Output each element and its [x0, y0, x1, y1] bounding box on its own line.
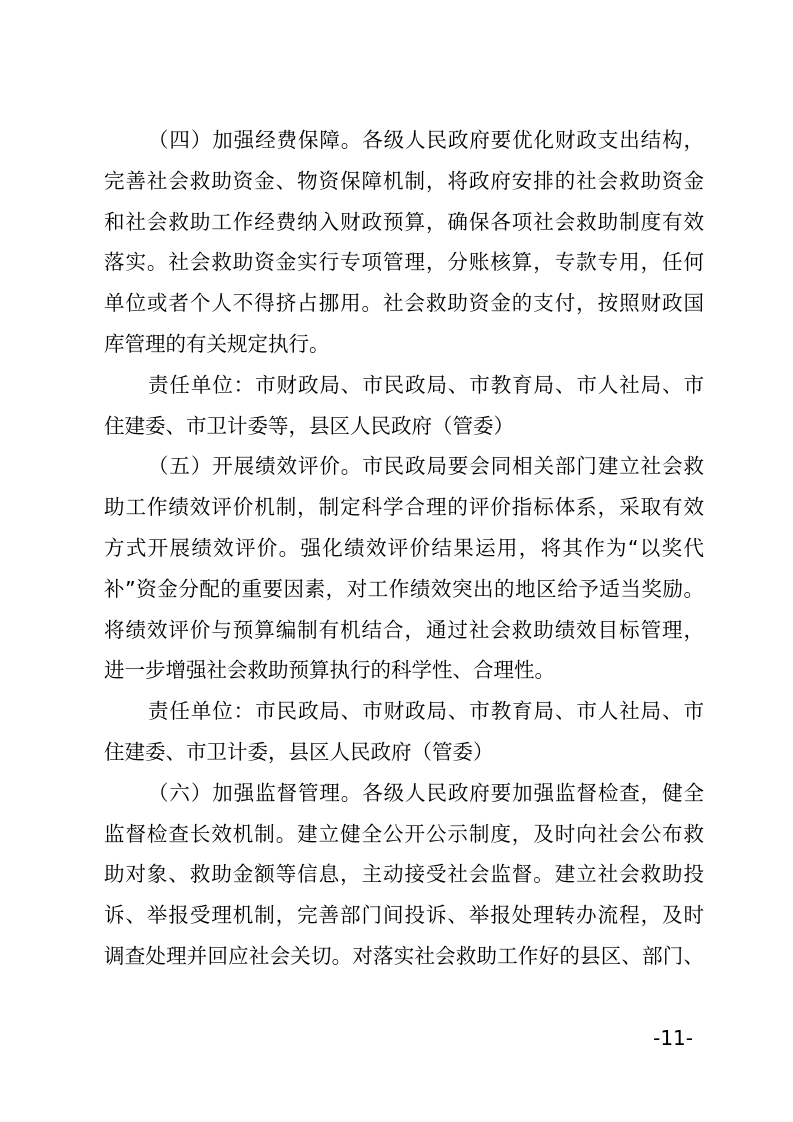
text-line: 落实。社会救助资金实行专项管理，分账核算，专款专用，任何: [104, 250, 704, 275]
text-line: 助对象、救助金额等信息，主动接受社会监督。建立社会救助投: [104, 862, 704, 887]
page-number: -11-: [653, 1026, 693, 1050]
text-line: 进一步增强社会救助预算执行的科学性、合理性。: [104, 658, 555, 683]
text-line: （五）开展绩效评价。市民政局要会同相关部门建立社会救: [148, 454, 704, 479]
text-line: 责任单位：市民政局、市财政局、市教育局、市人社局、市: [148, 699, 704, 724]
text-line: 助工作绩效评价机制，制定科学合理的评价指标体系，采取有效: [104, 495, 704, 520]
paragraph-responsible-units-2: [104, 691, 704, 773]
paragraph-supervision: [104, 773, 704, 977]
text-line: 库管理的有关规定执行。: [104, 331, 330, 356]
text-line: 调查处理并回应社会关切。对落实社会救助工作好的县区、部门、: [104, 943, 704, 968]
text-line: 责任单位：市财政局、市民政局、市教育局、市人社局、市: [148, 372, 704, 397]
paragraph-performance-evaluation: [104, 446, 704, 691]
text-line: （六）加强监督管理。各级人民政府要加强监督检查，健全: [148, 780, 704, 805]
text-line: 将绩效评价与预算编制有机结合，通过社会救助绩效目标管理，: [104, 617, 704, 642]
paragraph-responsible-units-1: [104, 365, 704, 447]
paragraph-funding: [104, 120, 704, 365]
text-line: 住建委、市卫计委等，县区人民政府（管委）: [104, 413, 514, 438]
text-line: 完善社会救助资金、物资保障机制，将政府安排的社会救助资金: [104, 168, 704, 193]
text-line: 监督检查长效机制。建立健全公开公示制度，及时向社会公布救: [104, 821, 704, 846]
text-line: 诉、举报受理机制，完善部门间投诉、举报处理转办流程，及时: [104, 903, 704, 928]
text-line: （四）加强经费保障。各级人民政府要优化财政支出结构，: [148, 128, 704, 152]
text-line: 住建委、市卫计委，县区人民政府（管委）: [104, 739, 494, 764]
text-line: 方式开展绩效评价。强化绩效评价结果运用，将其作为“以奖代: [104, 535, 704, 560]
text-line: 单位或者个人不得挤占挪用。社会救助资金的支付，按照财政国: [104, 291, 704, 316]
text-line: 和社会救助工作经费纳入财政预算，确保各项社会救助制度有效: [104, 209, 704, 234]
document-body: [104, 120, 704, 977]
text-line: 补”资金分配的重要因素，对工作绩效突出的地区给予适当奖励。: [104, 576, 704, 601]
